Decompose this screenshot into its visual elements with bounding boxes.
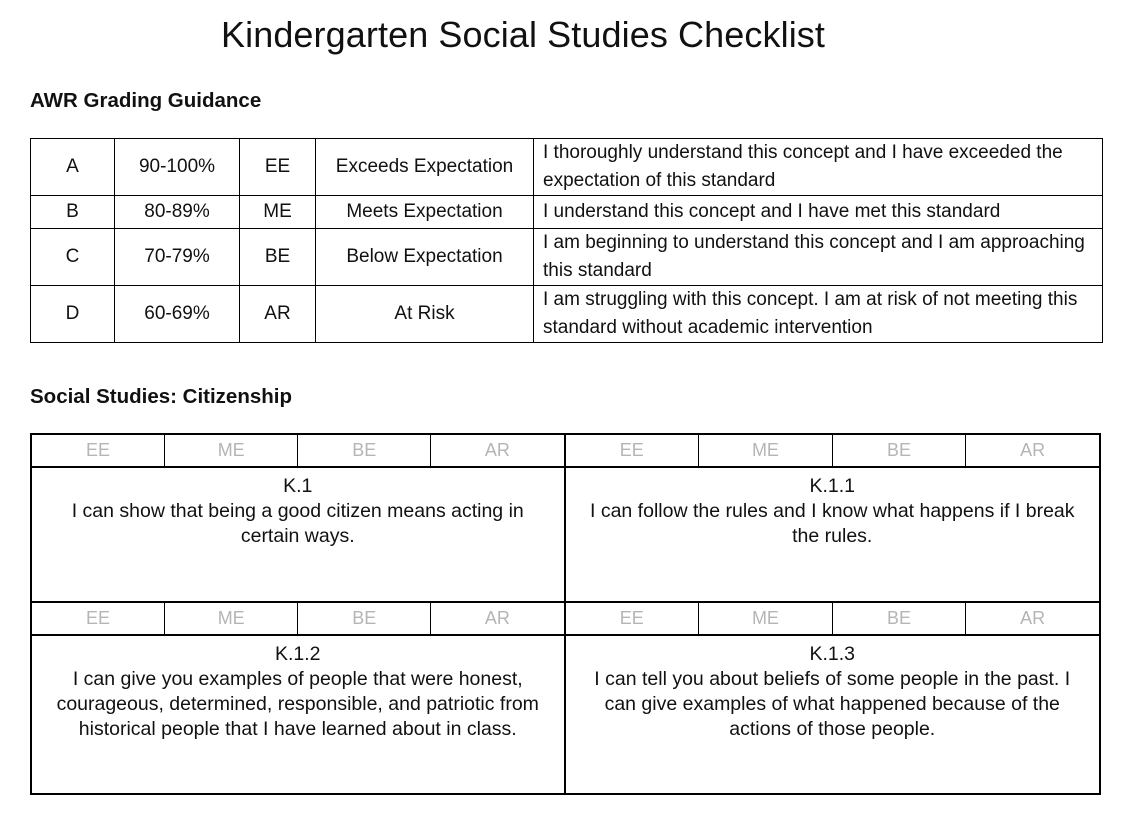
rating-ee-box[interactable]: EE: [566, 603, 700, 634]
rating-ar-box[interactable]: AR: [484, 440, 510, 460]
grade-abbr: AR: [240, 286, 316, 343]
citizenship-heading: Social Studies: Citizenship: [30, 385, 292, 408]
grade-row-d: [31, 286, 1103, 343]
rating-me-box[interactable]: ME: [165, 435, 298, 466]
grade-letter: B: [31, 196, 115, 229]
rating-row: [32, 435, 564, 468]
grade-letter: D: [31, 286, 115, 343]
rating-me-box[interactable]: ME: [699, 603, 833, 634]
citizenship-checklist: [30, 433, 1101, 795]
standard-code: K.1.3: [809, 643, 856, 665]
rating-be-box[interactable]: BE: [298, 435, 431, 466]
standard-card-k1: [32, 435, 566, 603]
standard-body: [32, 636, 564, 742]
rating-ee-box[interactable]: EE: [32, 435, 165, 466]
grade-range: 90-100%: [115, 139, 240, 196]
standard-body: [566, 636, 1100, 742]
standard-text: I can follow the rules and I know what happens if I break the rules.: [589, 500, 1075, 547]
rating-ar-box[interactable]: AR: [1020, 440, 1046, 460]
grade-label: Meets Expectation: [316, 196, 534, 229]
grade-row-b: [31, 196, 1103, 229]
grade-label: Exceeds Expectation: [316, 139, 534, 196]
grade-row-a: [31, 139, 1103, 196]
standard-code: K.1.1: [809, 475, 856, 497]
grade-label: At Risk: [316, 286, 534, 343]
rating-me-box[interactable]: ME: [699, 435, 833, 466]
grade-abbr: BE: [240, 229, 316, 286]
rating-ar-box[interactable]: AR: [1020, 608, 1046, 628]
rating-row: [566, 435, 1100, 468]
rating-be-box[interactable]: BE: [298, 603, 431, 634]
standard-text: I can show that being a good citizen means acting in certain ways.: [71, 500, 524, 547]
rating-row: [32, 603, 564, 636]
grade-row-c: [31, 229, 1103, 286]
standard-card-k1-3: [566, 603, 1100, 793]
rating-be-box[interactable]: BE: [833, 603, 967, 634]
grade-range: 70-79%: [115, 229, 240, 286]
standard-card-k1-2: [32, 603, 566, 793]
grade-description: I understand this concept and I have met this standard: [534, 196, 1103, 229]
standard-body: [32, 468, 564, 549]
grade-range: 80-89%: [115, 196, 240, 229]
grade-range: 60-69%: [115, 286, 240, 343]
rating-row: [566, 603, 1100, 636]
grading-guidance-table: [30, 138, 1103, 343]
rating-ee-box[interactable]: EE: [566, 435, 700, 466]
grade-abbr: EE: [240, 139, 316, 196]
grade-description: I am struggling with this concept. I am at risk of not meeting this standard without academic intervention: [534, 286, 1103, 343]
rating-ar-box[interactable]: AR: [484, 608, 510, 628]
standard-text: I can give you examples of people that were honest, courageous, determined, responsible, and patriotic from historical people that I have learned about in class.: [56, 668, 539, 740]
standard-body: [566, 468, 1100, 549]
standard-code: K.1.2: [274, 643, 321, 665]
rating-be-box[interactable]: BE: [833, 435, 967, 466]
rating-me-box[interactable]: ME: [165, 603, 298, 634]
grade-description: I am beginning to understand this concept and I am approaching this standard: [534, 229, 1103, 286]
grade-letter: A: [31, 139, 115, 196]
page-title: Kindergarten Social Studies Checklist: [220, 14, 825, 55]
rating-ee-box[interactable]: EE: [32, 603, 165, 634]
standard-card-k1-1: [566, 435, 1100, 603]
grade-abbr: ME: [240, 196, 316, 229]
grade-letter: C: [31, 229, 115, 286]
standard-text: I can tell you about beliefs of some people in the past. I can give examples of what happened because of the actions of those people.: [594, 668, 1071, 740]
grade-description: I thoroughly understand this concept and I have exceeded the expectation of this standard: [534, 139, 1103, 196]
standard-code: K.1: [283, 475, 313, 497]
grade-label: Below Expectation: [316, 229, 534, 286]
grading-guidance-heading: AWR Grading Guidance: [30, 89, 262, 112]
